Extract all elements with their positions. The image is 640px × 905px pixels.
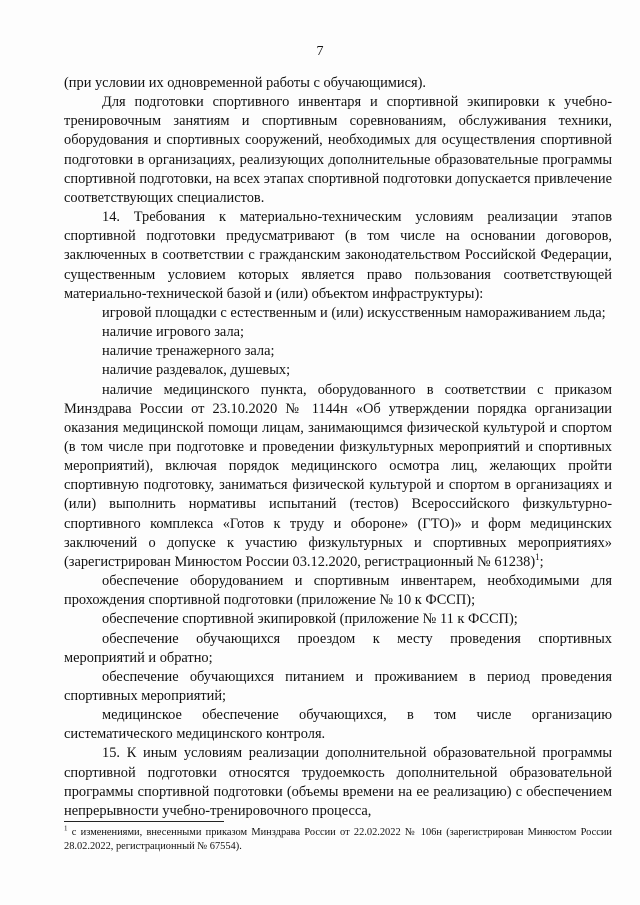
list-item-ice-rink: игровой площадки с естественным и (или) искусственным намораживанием льда; [102, 304, 606, 321]
list-item-food-lodging: обеспечение обучающихся питанием и проживанием в период проведения спортивных мероприятий; [64, 668, 612, 704]
paragraph-equipment-specialists: Для подготовки спортивного инвентаря и спортивной экипировки к учебно-тренировочным занятиям и спортивным соревнованиям, обслуживания техники, оборудования и спортивных сооружений, необходимых для осуществления спортивной подготовки в организациях, реализующих дополнительные образовательные программы спортивной подготовки, на всех этапах спортивной подготовки допускается привлечение соответствующих специалистов. [64, 94, 612, 206]
list-item-travel: обеспечение обучающихся проездом к месту проведения спортивных мероприятий и обратно; [64, 630, 612, 666]
footnote-marker: 1 [64, 824, 68, 833]
list-item-equipment-inventory: обеспечение оборудованием и спортивным инвентарем, необходимыми для прохождения спортивной подготовки (приложение № 10 к ФССП); [64, 573, 612, 609]
footnote-reference: 1 [535, 552, 540, 563]
list-item-medical-point [64, 381, 612, 573]
document-body [64, 74, 612, 821]
list-item-gym: наличие тренажерного зала; [102, 343, 275, 360]
medical-point-tail: ; [539, 553, 544, 570]
footnote [64, 826, 612, 854]
footnote-text: с изменениями, внесенными приказом Минздрава России от 22.02.2022 № 106н (зарегистрирован Минюстом России 28.02.2022, регистрационный № 67554). [64, 827, 612, 852]
paragraph-14-requirements: 14. Требования к материально-техническим условиям реализации этапов спортивной подготовки предусматривают (в том числе на основании договоров, заключенных в соответствии с гражданским законодательством Российской Федерации, существенным условием которых является право пользования соответствующей материально-технической базой и (или) объектом инфраструктуры): [64, 209, 612, 302]
page-number: 7 [316, 44, 324, 59]
list-item-game-hall: наличие игрового зала; [102, 324, 245, 341]
list-item-locker-rooms: наличие раздевалок, душевых; [102, 362, 291, 379]
paragraph-continuation: (при условии их одновременной работы с обучающимися). [64, 75, 426, 91]
list-item-medical-support: медицинское обеспечение обучающихся, в том числе организацию систематического медицинского контроля. [64, 707, 612, 743]
medical-point-text: наличие медицинского пункта, оборудованного в соответствии с приказом Минздрава России от 23.10.2020 № 1144н «Об утверждении порядка организации оказания медицинской помощи лицам, занимающимся физической культурой и спортом (в том числе при подготовке и проведении физкультурных мероприятий и спортивных мероприятий), включая порядок медицинского осмотра лиц, желающих пройти спортивную подготовку, заниматься физической культурой и спортом в организациях и (или) выполнить нормативы испытаний (тестов) Всероссийского физкультурно-спортивного комплекса «Готов к труду и обороне» (ГТО)» и форм медицинских заключений о допуске к участию физкультурных и спортивных мероприятиях» (зарегистрирован Минюстом России 03.12.2020, регистрационный № 61238) [64, 381, 612, 570]
footnote-divider [64, 821, 224, 822]
paragraph-15-other-conditions: 15. К иным условиям реализации дополнительной образовательной программы спортивной подготовки относятся трудоемкость дополнительной образовательной программы спортивной подготовки (объемы времени на ее реализацию) с обеспечением непрерывности учебно-тренировочного процесса, [64, 745, 612, 819]
list-item-sports-gear: обеспечение спортивной экипировкой (приложение № 11 к ФССП); [102, 611, 518, 628]
